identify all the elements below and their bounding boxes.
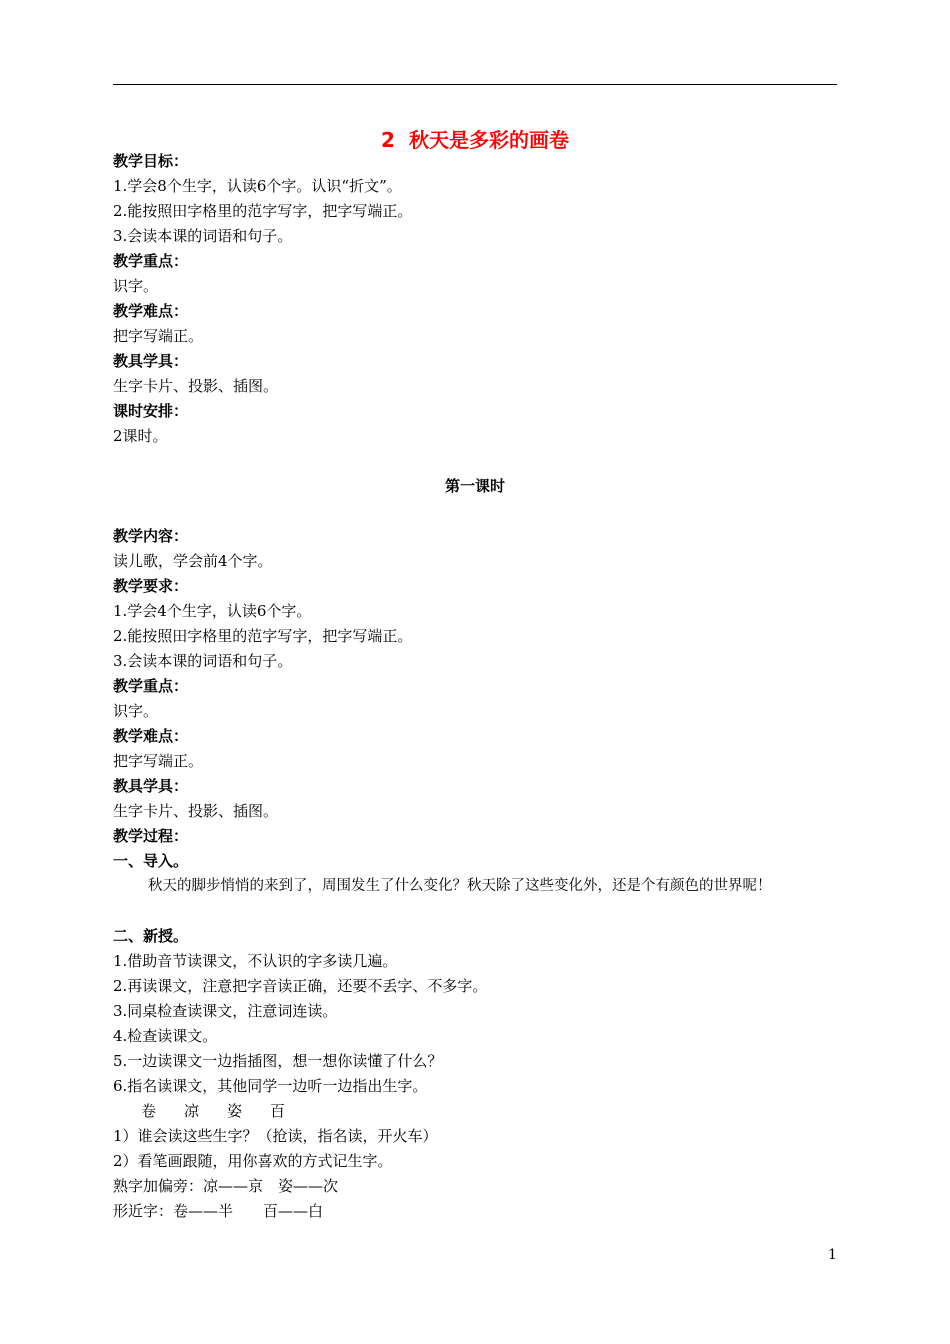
difficulty-text: 把字写端正。 (113, 327, 204, 345)
goal-item: 2.能按照田字格里的范字写字，把字写端正。 (113, 202, 413, 220)
requirement-item: 2.能按照田字格里的范字写字，把字写端正。 (113, 627, 413, 645)
difficulty-heading: 教学难点： (113, 302, 189, 320)
step-item: 3.同桌检查读课文，注意词连读。 (113, 1002, 338, 1020)
sub-step: 1）谁会读这些生字？（抢读，指名读，开火车） (113, 1127, 438, 1145)
lesson-difficulty-heading: 教学难点： (113, 727, 189, 745)
character: 卷 (141, 1102, 157, 1120)
lesson-focus-heading: 教学重点： (113, 677, 189, 695)
section2-heading: 二、新授。 (113, 927, 189, 945)
lesson-focus-text: 识字。 (113, 702, 159, 720)
radicals-line: 熟字加偏旁：凉——京 姿——次 (113, 1177, 339, 1195)
character: 百 (270, 1102, 286, 1120)
schedule-text: 2课时。 (113, 427, 168, 445)
goals-heading: 教学目标： (113, 152, 189, 170)
requirement-item: 3.会读本课的词语和句子。 (113, 652, 293, 670)
step-item: 1.借助音节读课文，不认识的字多读几遍。 (113, 952, 398, 970)
step-item: 2.再读课文，注意把字音读正确，还要不丢字、不多字。 (113, 977, 488, 995)
goal-item: 3.会读本课的词语和句子。 (113, 227, 293, 245)
lesson1-heading: 第一课时 (444, 477, 505, 495)
focus-text: 识字。 (113, 277, 159, 295)
similar-chars-line: 形近字：卷——半 百——白 (113, 1202, 324, 1220)
step-item: 6.指名读课文，其他同学一边听一边指出生字。 (113, 1077, 428, 1095)
lesson-number: 2 (381, 128, 395, 152)
requirements-heading: 教学要求： (113, 577, 189, 595)
process-heading: 教学过程： (113, 827, 189, 845)
lesson-tools-text: 生字卡片、投影、插图。 (113, 802, 279, 820)
goal-item: 1.学会8个生字，认读6个字。认识“折文”。 (113, 177, 402, 195)
page-number: 1 (828, 1247, 837, 1263)
lesson-title: 秋天是多彩的画卷 (408, 128, 569, 152)
step-item: 4.检查读课文。 (113, 1027, 218, 1045)
tools-text: 生字卡片、投影、插图。 (113, 377, 279, 395)
focus-heading: 教学重点： (113, 252, 189, 270)
character: 姿 (227, 1102, 243, 1120)
header-rule (113, 84, 837, 85)
content-text: 读儿歌，学会前4个字。 (113, 552, 273, 570)
tools-heading: 教具学具： (113, 352, 189, 370)
lesson-tools-heading: 教具学具： (113, 777, 189, 795)
section1-paragraph: 秋天的脚步悄悄的来到了，周围发生了什么变化？秋天除了这些变化外，还是个有颜色的世界呢！ (148, 878, 772, 894)
document-body (113, 149, 853, 1224)
sub-step: 2）看笔画跟随，用你喜欢的方式记生字。 (113, 1152, 393, 1170)
lesson-difficulty-text: 把字写端正。 (113, 752, 204, 770)
schedule-heading: 课时安排： (113, 402, 189, 420)
step-item: 5.一边读课文一边指插图，想一想你读懂了什么？ (113, 1052, 443, 1070)
character: 凉 (184, 1102, 200, 1120)
content-heading: 教学内容： (113, 527, 189, 545)
new-characters (113, 1099, 853, 1124)
section1-heading: 一、导入。 (113, 852, 189, 870)
requirement-item: 1.学会4个生字，认读6个字。 (113, 602, 312, 620)
